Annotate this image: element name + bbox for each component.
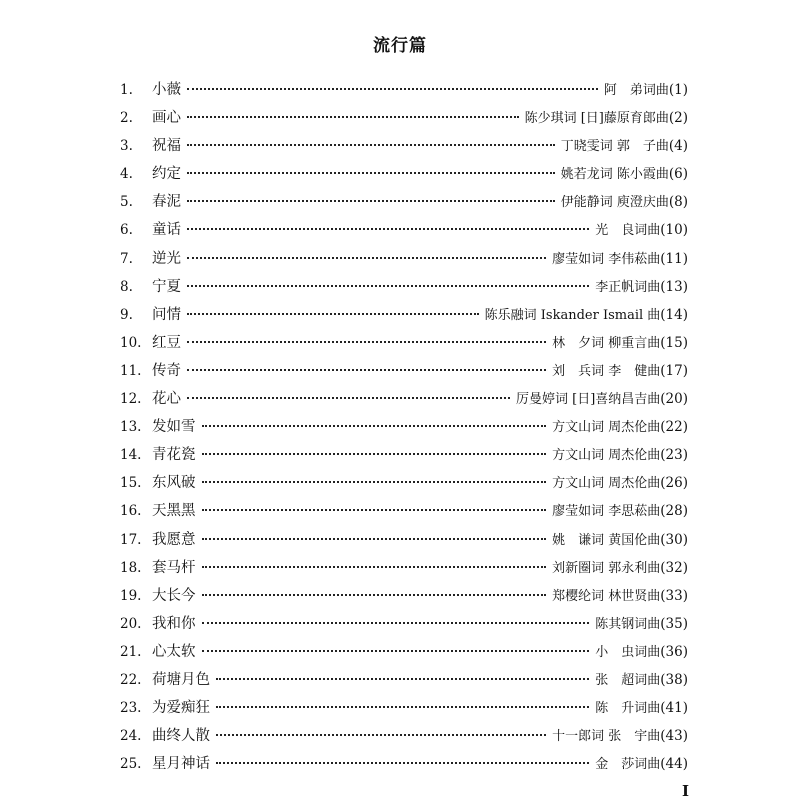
song-credit: 金 莎词曲	[595, 757, 661, 773]
song-title: 青花瓷	[152, 447, 196, 464]
page-number: (43)	[660, 728, 688, 745]
song-credit: 郑樱纶词 林世贤曲	[552, 588, 661, 604]
song-credit: 小 虫词曲	[595, 644, 661, 660]
page-number: (30)	[660, 531, 688, 548]
page-number: (13)	[660, 278, 688, 295]
leader-dots	[202, 425, 547, 427]
song-title: 祝福	[152, 138, 181, 155]
song-title: 花心	[152, 391, 181, 408]
song-title: 春泥	[152, 194, 181, 211]
entry-number: 10.	[120, 334, 142, 351]
song-credit: 光 良词曲	[595, 223, 661, 239]
song-title: 小薇	[152, 82, 181, 98]
song-title: 画心	[152, 110, 181, 127]
song-title: 童话	[152, 222, 181, 239]
entry-number: 18.	[120, 559, 142, 576]
entry-number: 7.	[120, 250, 133, 267]
toc-entry[interactable]	[120, 666, 688, 694]
leader-dots	[187, 172, 555, 174]
leader-dots	[202, 538, 547, 540]
song-title: 东风破	[152, 475, 196, 492]
entry-number: 1.	[120, 82, 133, 98]
entry-number: 25.	[120, 756, 142, 773]
toc-entry[interactable]	[120, 273, 688, 301]
leader-dots	[187, 200, 555, 202]
toc-entry[interactable]	[120, 329, 688, 357]
entry-number: 4.	[120, 166, 133, 183]
page-marker: I	[682, 782, 690, 800]
entry-number: 13.	[120, 419, 142, 436]
page-number: (36)	[660, 643, 688, 660]
toc-entry[interactable]	[120, 301, 688, 329]
page-number: (41)	[660, 700, 688, 717]
toc-entry[interactable]	[120, 554, 688, 582]
toc-entry[interactable]	[120, 750, 688, 778]
song-credit: 十一郎词 张 宇曲	[552, 729, 661, 745]
entry-number: 2.	[120, 110, 133, 127]
page-number: (6)	[668, 166, 688, 183]
leader-dots	[202, 481, 547, 483]
leader-dots	[187, 228, 589, 230]
entry-number: 21.	[120, 643, 142, 660]
leader-dots	[216, 706, 589, 708]
entry-number: 12.	[120, 391, 142, 408]
song-title: 心太软	[152, 643, 196, 660]
song-credit: 刘 兵词 李 健曲	[552, 363, 661, 379]
page-number: (28)	[660, 503, 688, 520]
page-number: (1)	[668, 82, 688, 98]
song-title: 发如雪	[152, 419, 196, 436]
entry-number: 17.	[120, 531, 142, 548]
song-credit: 姚若龙词 陈小霞曲	[560, 167, 669, 183]
page-number: (15)	[660, 334, 688, 351]
leader-dots	[187, 144, 555, 146]
entry-number: 16.	[120, 503, 142, 520]
leader-dots	[187, 116, 519, 118]
leader-dots	[202, 453, 547, 455]
song-title: 红豆	[152, 334, 181, 351]
toc-entry[interactable]	[120, 638, 688, 666]
song-credit: 陈其钢词曲	[595, 616, 661, 632]
toc-entry[interactable]	[120, 497, 688, 525]
page-number: (38)	[660, 671, 688, 688]
entry-number: 19.	[120, 587, 142, 604]
toc-entry[interactable]	[120, 104, 688, 132]
toc-entry[interactable]	[120, 216, 688, 244]
toc-entry[interactable]	[120, 469, 688, 497]
song-title: 荷塘月色	[152, 671, 210, 688]
entry-number: 6.	[120, 222, 133, 239]
page-number: (23)	[660, 447, 688, 464]
leader-dots	[187, 285, 589, 287]
leader-dots	[187, 88, 598, 90]
song-title: 天黑黑	[152, 503, 196, 520]
leader-dots	[187, 313, 479, 315]
song-title: 我愿意	[152, 531, 196, 548]
entry-number: 20.	[120, 615, 142, 632]
song-title: 套马杆	[152, 559, 196, 576]
song-title: 曲终人散	[152, 728, 210, 745]
page-number: (17)	[660, 362, 688, 379]
leader-dots	[187, 341, 546, 343]
page-number: (32)	[660, 559, 688, 576]
entry-number: 23.	[120, 700, 142, 717]
toc-entry[interactable]	[120, 582, 688, 610]
leader-dots	[216, 678, 589, 680]
song-credit: 陈少琪词 [日]藤原育郎曲	[524, 111, 669, 127]
song-title: 宁夏	[152, 278, 181, 295]
page-number: (10)	[660, 222, 688, 239]
song-credit: 阿 弟词曲	[603, 83, 669, 98]
entry-number: 5.	[120, 194, 133, 211]
toc-entry[interactable]	[120, 132, 688, 160]
song-credit: 丁晓雯词 郭 子曲	[560, 139, 669, 155]
toc-entry[interactable]	[120, 610, 688, 638]
entry-number: 24.	[120, 728, 142, 745]
song-credit: 张 超词曲	[595, 672, 661, 688]
leader-dots	[216, 734, 546, 736]
toc-entry[interactable]	[120, 357, 688, 385]
page-number: (8)	[668, 194, 688, 211]
song-credit: 厉曼婷词 [日]喜纳昌吉曲	[516, 392, 661, 408]
page-number: (14)	[660, 306, 688, 323]
page-number: (26)	[660, 475, 688, 492]
page-number: (4)	[668, 138, 688, 155]
toc-entry[interactable]	[120, 188, 688, 216]
song-credit: 李正帆词曲	[595, 279, 661, 295]
entry-number: 8.	[120, 278, 133, 295]
page-number: (35)	[660, 615, 688, 632]
entry-number: 15.	[120, 475, 142, 492]
toc-entry[interactable]	[120, 722, 688, 750]
song-credit: 林 夕词 柳重言曲	[552, 335, 661, 351]
song-credit: 方文山词 周杰伦曲	[552, 448, 661, 464]
toc-entry[interactable]	[120, 526, 688, 554]
leader-dots	[202, 509, 547, 511]
song-title: 为爱痴狂	[152, 700, 210, 717]
page-number: (44)	[660, 756, 688, 773]
song-credit: 方文山词 周杰伦曲	[552, 476, 661, 492]
song-credit: 陈乐融词 Iskander Ismail 曲	[484, 307, 661, 323]
toc-entry[interactable]	[120, 245, 688, 273]
song-title: 逆光	[152, 250, 181, 267]
toc-entry[interactable]	[120, 385, 688, 413]
leader-dots	[187, 397, 510, 399]
page-number: (20)	[660, 391, 688, 408]
song-title: 我和你	[152, 615, 196, 632]
entry-number: 11.	[120, 362, 142, 379]
page-number: (33)	[660, 587, 688, 604]
toc-entry[interactable]	[120, 441, 688, 469]
leader-dots	[202, 566, 547, 568]
song-title: 问情	[152, 306, 181, 323]
leader-dots	[202, 650, 590, 652]
song-credit: 廖莹如词 李伟菘曲	[552, 251, 661, 267]
leader-dots	[187, 257, 546, 259]
song-credit: 陈 升词曲	[595, 701, 661, 717]
leader-dots	[202, 622, 590, 624]
song-title: 约定	[152, 166, 181, 183]
toc-entry[interactable]	[120, 76, 688, 104]
song-title: 大长今	[152, 587, 196, 604]
song-title: 传奇	[152, 362, 181, 379]
page-number: (2)	[668, 110, 688, 127]
leader-dots	[202, 594, 547, 596]
entry-number: 3.	[120, 138, 133, 155]
entry-number: 14.	[120, 447, 142, 464]
toc-list	[120, 76, 688, 778]
leader-dots	[216, 762, 589, 764]
song-credit: 姚 谦词 黄国伦曲	[552, 532, 661, 548]
page-title: 流行篇	[373, 36, 427, 56]
leader-dots	[187, 369, 546, 371]
entry-number: 22.	[120, 671, 142, 688]
toc-entry[interactable]	[120, 160, 688, 188]
song-credit: 方文山词 周杰伦曲	[552, 420, 661, 436]
song-credit: 刘新圈词 郭永利曲	[552, 560, 661, 576]
entry-number: 9.	[120, 306, 133, 323]
toc-entry[interactable]	[120, 413, 688, 441]
song-credit: 廖莹如词 李思菘曲	[552, 504, 661, 520]
toc-entry[interactable]	[120, 694, 688, 722]
song-title: 星月神话	[152, 756, 210, 773]
page-number: (11)	[660, 250, 688, 267]
song-credit: 伊能静词 庾澄庆曲	[560, 195, 669, 211]
page-number: (22)	[660, 419, 688, 436]
